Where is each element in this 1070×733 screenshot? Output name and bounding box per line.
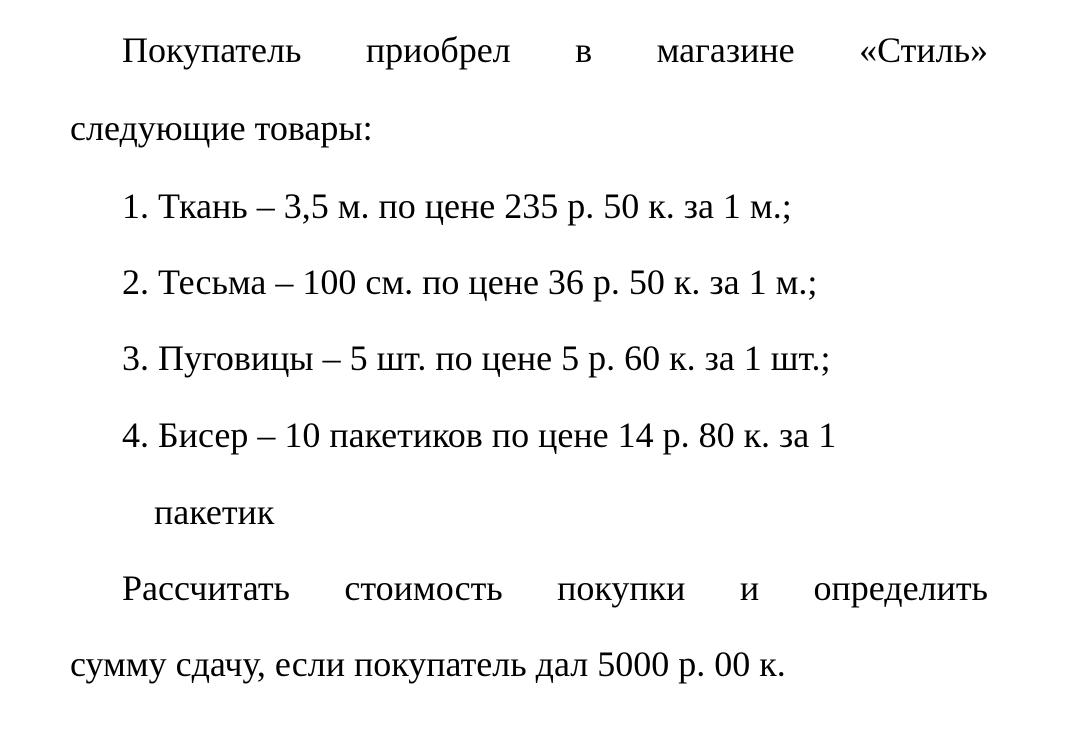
task-word: и: [739, 568, 760, 608]
task-word: Рассчитать: [122, 568, 290, 608]
intro-word: «Стиль»: [859, 30, 988, 70]
task-word: стоимость: [344, 568, 503, 608]
list-item: 4. Бисер – 10 пакетиков по цене 14 р. 80 к. за 1: [122, 415, 837, 455]
task-line-2: сумму сдачу, если покупатель дал 5000 р. 00 к.: [70, 644, 786, 684]
list-item: 3. Пуговицы – 5 шт. по цене 5 р. 60 к. за 1 шт.;: [122, 338, 831, 378]
list-item: 1. Ткань – 3,5 м. по цене 235 р. 50 к. за 1 м.;: [122, 186, 792, 226]
task-line-1: [122, 566, 988, 610]
list-item-continuation: пакетик: [154, 492, 275, 532]
task-word: определить: [813, 568, 988, 608]
task-word: покупки: [557, 568, 686, 608]
list-item: 2. Тесьма – 100 см. по цене 36 р. 50 к. за 1 м.;: [122, 262, 818, 302]
intro-line-1: [122, 28, 988, 72]
intro-word: приобрел: [365, 30, 511, 70]
intro-word: в: [575, 30, 593, 70]
intro-word: магазине: [656, 30, 795, 70]
intro-word: Покупатель: [122, 30, 302, 70]
intro-line-2: следующие товары:: [70, 108, 373, 148]
